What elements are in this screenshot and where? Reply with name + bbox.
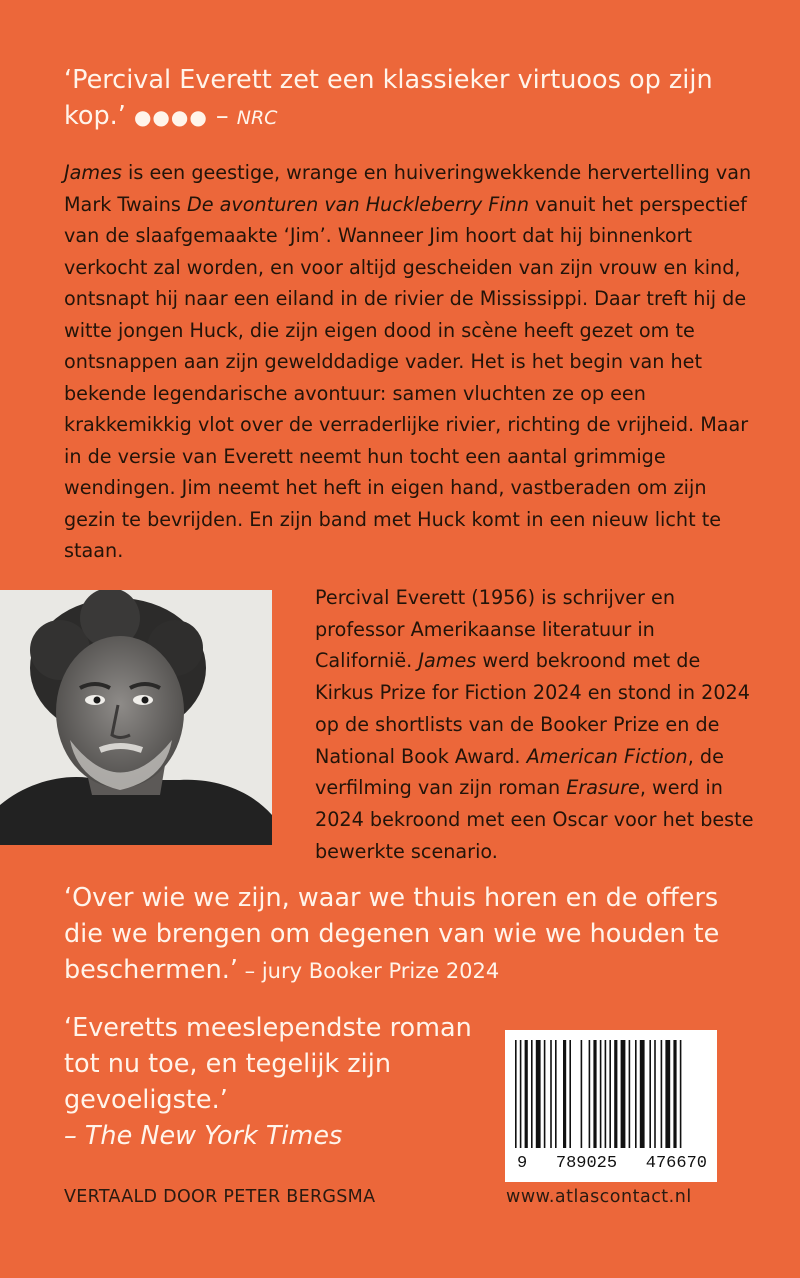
barcode-bar bbox=[640, 1040, 645, 1148]
barcode-bar bbox=[563, 1040, 566, 1148]
barcode-bar bbox=[536, 1040, 541, 1148]
barcode-bar bbox=[515, 1040, 517, 1148]
bio-text-4: , werd in 2024 bekroond met een Oscar voor het beste bewerkte scenario. bbox=[315, 776, 754, 863]
barcode-bar bbox=[531, 1040, 533, 1148]
barcode-bar bbox=[614, 1040, 617, 1148]
barcode-bar bbox=[661, 1040, 663, 1148]
barcode-bar bbox=[520, 1040, 522, 1148]
barcode-bar bbox=[581, 1040, 583, 1148]
barcode-bar bbox=[569, 1040, 571, 1148]
barcode-bar bbox=[550, 1040, 552, 1148]
barcode-bar bbox=[609, 1040, 611, 1148]
bio-text-1: Percival Everett (1956) is schrijver en professor Amerikaanse literatuur in Californië. bbox=[315, 586, 675, 673]
barcode-bar bbox=[589, 1040, 591, 1148]
author-bio bbox=[315, 582, 755, 867]
top-review-quote bbox=[64, 62, 754, 136]
barcode-right-group: 476670 bbox=[645, 1154, 707, 1173]
bio-title-james: James bbox=[418, 649, 477, 673]
review-source: NRC bbox=[236, 107, 278, 129]
barcode-bar bbox=[635, 1040, 637, 1148]
barcode-bar bbox=[629, 1040, 631, 1148]
barcode-bars bbox=[505, 1030, 717, 1154]
jury-quote-attribution: – jury Booker Prize 2024 bbox=[237, 959, 500, 983]
attribution-dash: – bbox=[215, 101, 229, 131]
bio-title-american-fiction: American Fiction bbox=[526, 744, 688, 768]
isbn-barcode bbox=[505, 1030, 717, 1182]
barcode-bar bbox=[593, 1040, 596, 1148]
book-blurb bbox=[64, 157, 764, 567]
translator-credit: VERTAALD DOOR PETER BERGSMA bbox=[64, 1187, 376, 1207]
barcode-digits bbox=[517, 1154, 707, 1173]
barcode-bar bbox=[649, 1040, 651, 1148]
bio-text-2: werd bekroond met de Kirkus Prize for Fiction 2024 en stond in 2024 op de shortlists van de Booker Prize en de National Book Award. bbox=[315, 649, 750, 768]
blurb-original-title: De avonturen van Huckleberry Finn bbox=[187, 192, 529, 216]
barcode-bar bbox=[555, 1040, 557, 1148]
blurb-text-2: vanuit het perspectief van de slaafgemaakte ‘Jim’. Wanneer Jim hoort dat hij binnenkort verkocht zal worden, en voor altijd gescheiden van zijn vrouw en kind, ontsnapt hij naar een eiland in de rivier de Mississippi. Daar treft hij de witte jongen Huck, die zijn eigen dood in scène heeft gezet om te ontsnappen aan zijn gewelddadige vader. Het is het begin van het bekende legendarische avontuur: samen vluchten ze op een krakkemikkig vlot over de verraderlijke rivier, richting de vrijheid. Maar in de versie van Everett neemt hun tocht een aantal grimmige wendingen. Jim neemt het heft in eigen hand, vastberaden om zijn gezin te bevrijden. En zijn band met Huck komt in een nieuw licht te staan. bbox=[64, 192, 749, 562]
bio-text-3: , de verfilming van zijn roman bbox=[315, 744, 724, 800]
barcode-bar bbox=[600, 1040, 602, 1148]
barcode-bar bbox=[544, 1040, 546, 1148]
barcode-bar bbox=[605, 1040, 607, 1148]
nyt-quote-text: ‘Everetts meeslependste roman tot nu toe, en tegelijk zijn gevoeligste.’ bbox=[64, 1013, 472, 1115]
author-portrait-graphic bbox=[0, 590, 272, 845]
rating-dots: ●●●● bbox=[133, 105, 208, 129]
author-photo bbox=[0, 590, 272, 845]
barcode-bar bbox=[621, 1040, 626, 1148]
nyt-quote bbox=[64, 1010, 484, 1154]
barcode-bar bbox=[525, 1040, 528, 1148]
blurb-text-1: is een geestige, wrange en huiveringwekkende hervertelling van Mark Twains bbox=[64, 161, 752, 216]
barcode-first-digit: 9 bbox=[517, 1154, 528, 1173]
barcode-bar bbox=[680, 1040, 682, 1148]
nyt-quote-attribution: – The New York Times bbox=[64, 1121, 343, 1151]
review-quote-text: ‘Percival Everett zet een klassieker virtuoos op zijn kop.’ bbox=[64, 65, 713, 131]
jury-quote bbox=[64, 880, 764, 989]
blurb-book-title: James bbox=[64, 161, 122, 184]
barcode-left-group: 789025 bbox=[555, 1154, 618, 1173]
barcode-bar bbox=[654, 1040, 656, 1148]
barcode-bar bbox=[665, 1040, 670, 1148]
barcode-bar bbox=[673, 1040, 676, 1148]
bio-title-erasure: Erasure bbox=[566, 776, 640, 800]
jury-quote-text: ‘Over wie we zijn, waar we thuis horen en de offers die we brengen om degenen van wie we houden te beschermen.’ bbox=[64, 883, 720, 985]
publisher-website[interactable]: www.atlascontact.nl bbox=[506, 1187, 692, 1207]
